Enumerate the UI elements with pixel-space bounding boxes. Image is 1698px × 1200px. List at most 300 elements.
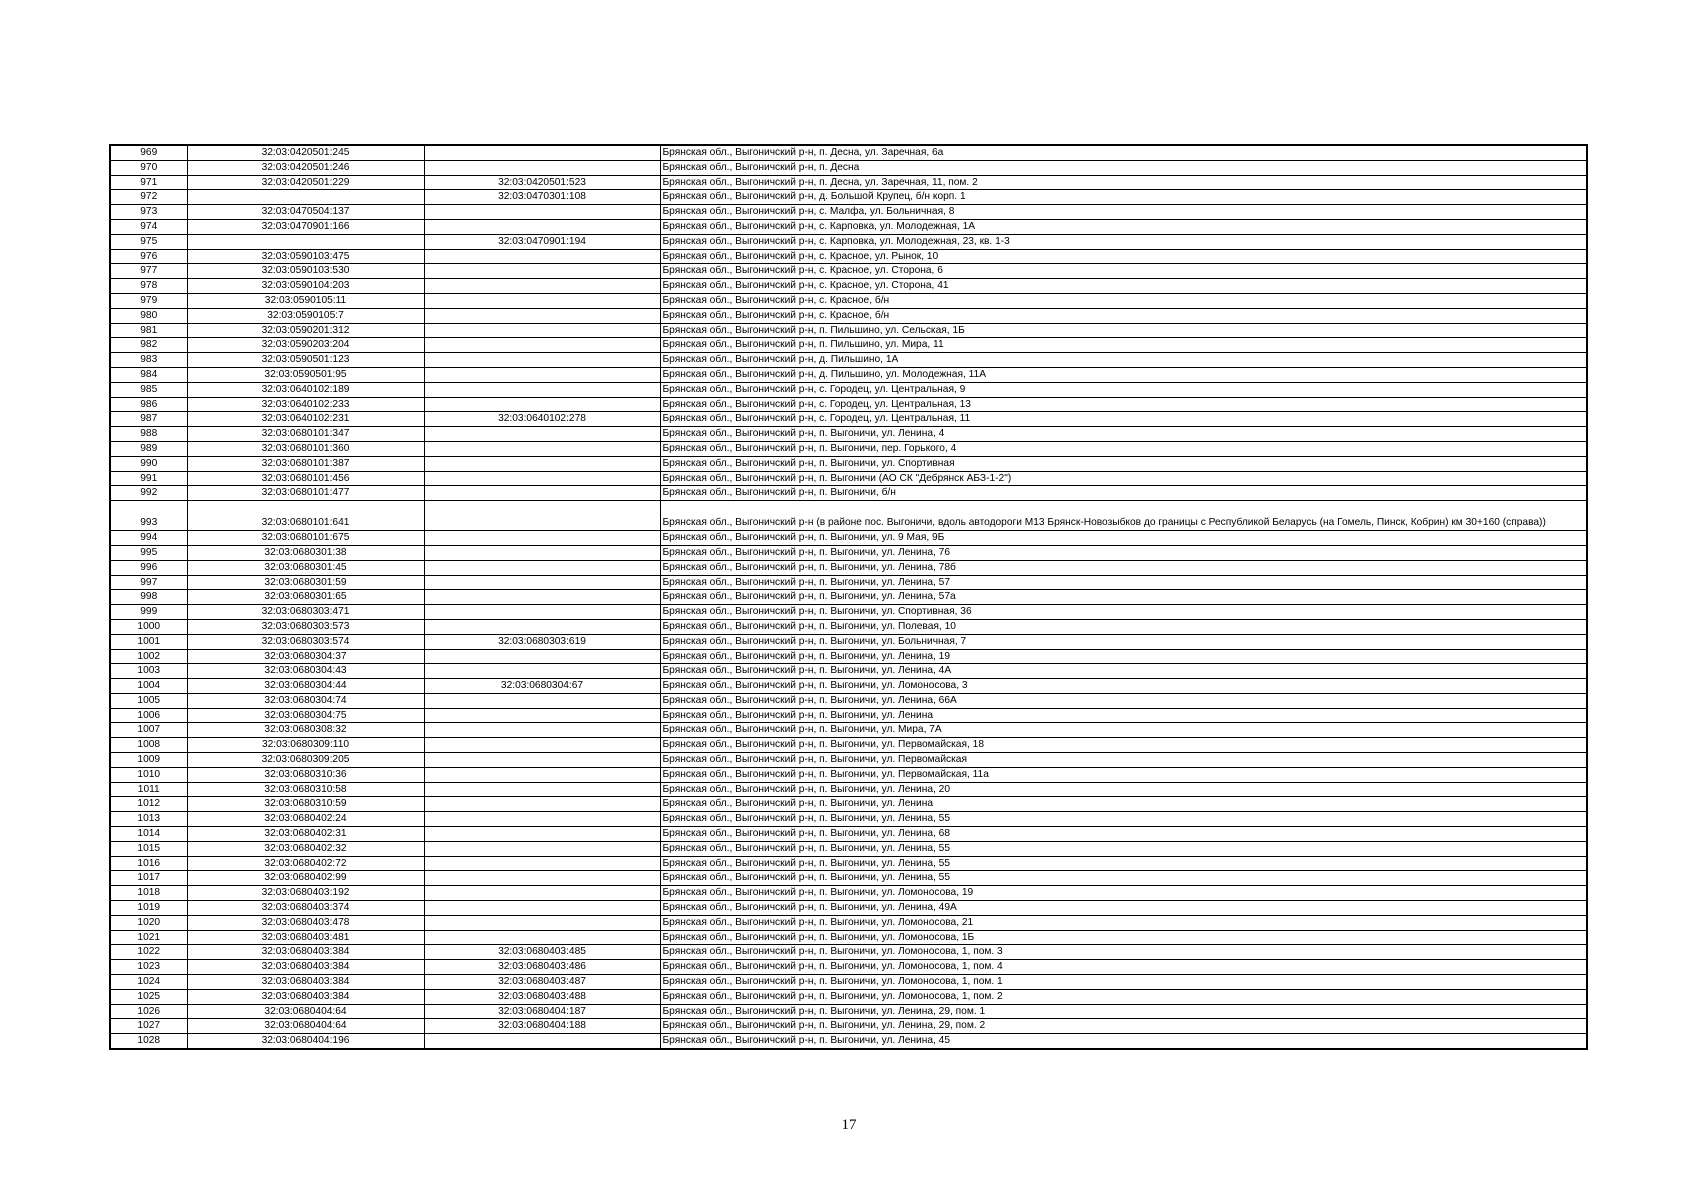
sub-object-number-cell [424, 382, 660, 397]
sub-object-number-cell: 32:03:0420501:523 [424, 175, 660, 190]
sub-object-number-cell: 32:03:0470301:108 [424, 190, 660, 205]
row-number-cell: 1014 [110, 827, 187, 842]
address-cell: Брянская обл., Выгоничский р-н, п. Выгоничи, ул. Полевая, 10 [660, 619, 1587, 634]
address-cell: Брянская обл., Выгоничский р-н, с. Малфа, ул. Больничная, 8 [660, 205, 1587, 220]
row-number-cell: 982 [110, 338, 187, 353]
row-number-cell: 969 [110, 145, 187, 160]
row-number-cell: 990 [110, 456, 187, 471]
cadastral-number-cell: 32:03:0590103:475 [187, 249, 424, 264]
row-number-cell: 975 [110, 234, 187, 249]
row-number-cell: 983 [110, 353, 187, 368]
cadastral-number-cell: 32:03:0680404:64 [187, 1019, 424, 1034]
address-cell: Брянская обл., Выгоничский р-н, п. Выгоничи, ул. Ленина, 78б [660, 560, 1587, 575]
table-row [110, 175, 1587, 190]
address-cell: Брянская обл., Выгоничский р-н, п. Выгоничи, ул. Ленина, 66А [660, 693, 1587, 708]
sub-object-number-cell [424, 456, 660, 471]
table-row [110, 797, 1587, 812]
table-row [110, 441, 1587, 456]
address-cell: Брянская обл., Выгоничский р-н, с. Красное, ул. Сторона, 6 [660, 264, 1587, 279]
table-row [110, 308, 1587, 323]
row-number-cell: 1025 [110, 989, 187, 1004]
address-cell: Брянская обл., Выгоничский р-н, п. Выгоничи, ул. Ленина, 57а [660, 590, 1587, 605]
row-number-cell: 991 [110, 471, 187, 486]
sub-object-number-cell [424, 723, 660, 738]
sub-object-number-cell [424, 1034, 660, 1049]
address-cell: Брянская обл., Выгоничский р-н, п. Выгоничи, ул. Спортивная [660, 456, 1587, 471]
cadastral-number-cell: 32:03:0420501:246 [187, 160, 424, 175]
sub-object-number-cell [424, 279, 660, 294]
table-row [110, 738, 1587, 753]
table-row [110, 856, 1587, 871]
cadastral-number-cell: 32:03:0680403:384 [187, 960, 424, 975]
sub-object-number-cell: 32:03:0640102:278 [424, 412, 660, 427]
sub-object-number-cell [424, 219, 660, 234]
table-row [110, 619, 1587, 634]
address-cell: Брянская обл., Выгоничский р-н, с. Городец, ул. Центральная, 9 [660, 382, 1587, 397]
table-row [110, 323, 1587, 338]
table-row [110, 841, 1587, 856]
row-number-cell: 986 [110, 397, 187, 412]
sub-object-number-cell [424, 797, 660, 812]
sub-object-number-cell [424, 782, 660, 797]
row-number-cell: 1015 [110, 841, 187, 856]
row-number-cell: 972 [110, 190, 187, 205]
sub-object-number-cell: 32:03:0680403:487 [424, 975, 660, 990]
address-cell: Брянская обл., Выгоничский р-н, п. Выгоничи, ул. Ленина, 4 [660, 427, 1587, 442]
row-number-cell: 1001 [110, 634, 187, 649]
table-row [110, 634, 1587, 649]
address-cell: Брянская обл., Выгоничский р-н, п. Выгоничи, ул. Ломоносова, 19 [660, 886, 1587, 901]
row-number-cell: 1024 [110, 975, 187, 990]
address-cell: Брянская обл., Выгоничский р-н (в районе пос. Выгоничи, вдоль автодороги М13 Брянск-Новозыбков до границы с Республикой Беларусь (на Гомель, Пинск, Кобрин) км 30+160 (справа)) [660, 501, 1587, 531]
address-cell: Брянская обл., Выгоничский р-н, п. Десна [660, 160, 1587, 175]
table-row [110, 249, 1587, 264]
cadastral-number-cell: 32:03:0680402:24 [187, 812, 424, 827]
row-number-cell: 989 [110, 441, 187, 456]
sub-object-number-cell: 32:03:0680403:488 [424, 989, 660, 1004]
table-row [110, 560, 1587, 575]
cadastral-number-cell [187, 190, 424, 205]
cadastral-number-cell: 32:03:0680301:45 [187, 560, 424, 575]
address-cell: Брянская обл., Выгоничский р-н, п. Выгоничи, ул. Ленина, 49А [660, 901, 1587, 916]
registry-table [109, 144, 1588, 1050]
row-number-cell: 1021 [110, 930, 187, 945]
sub-object-number-cell [424, 693, 660, 708]
table-row [110, 605, 1587, 620]
row-number-cell: 1028 [110, 1034, 187, 1049]
registry-table-body [110, 145, 1587, 1049]
cadastral-number-cell: 32:03:0680403:481 [187, 930, 424, 945]
sub-object-number-cell [424, 531, 660, 546]
cadastral-number-cell [187, 234, 424, 249]
sub-object-number-cell [424, 249, 660, 264]
sub-object-number-cell [424, 323, 660, 338]
row-number-cell: 1027 [110, 1019, 187, 1034]
table-row [110, 812, 1587, 827]
row-number-cell: 999 [110, 605, 187, 620]
address-cell: Брянская обл., Выгоничский р-н, п. Выгоничи, ул. Ломоносова, 1Б [660, 930, 1587, 945]
table-row [110, 723, 1587, 738]
address-cell: Брянская обл., Выгоничский р-н, п. Выгоничи, ул. Ломоносова, 3 [660, 679, 1587, 694]
cadastral-number-cell: 32:03:0680301:59 [187, 575, 424, 590]
address-cell: Брянская обл., Выгоничский р-н, п. Выгоничи, ул. Ленина, 19 [660, 649, 1587, 664]
table-row [110, 1004, 1587, 1019]
sub-object-number-cell [424, 738, 660, 753]
cadastral-number-cell: 32:03:0680301:38 [187, 545, 424, 560]
table-row [110, 486, 1587, 501]
cadastral-number-cell: 32:03:0680304:44 [187, 679, 424, 694]
cadastral-number-cell: 32:03:0680101:387 [187, 456, 424, 471]
cadastral-number-cell: 32:03:0420501:245 [187, 145, 424, 160]
sub-object-number-cell [424, 264, 660, 279]
address-cell: Брянская обл., Выгоничский р-н, п. Выгоничи, ул. Ломоносова, 21 [660, 915, 1587, 930]
sub-object-number-cell [424, 471, 660, 486]
cadastral-number-cell: 32:03:0680304:75 [187, 708, 424, 723]
cadastral-number-cell: 32:03:0590104:203 [187, 279, 424, 294]
row-number-cell: 1018 [110, 886, 187, 901]
table-row [110, 782, 1587, 797]
row-number-cell: 995 [110, 545, 187, 560]
table-row [110, 234, 1587, 249]
sub-object-number-cell: 32:03:0680403:486 [424, 960, 660, 975]
address-cell: Брянская обл., Выгоничский р-н, п. Выгоничи, ул. Больничная, 7 [660, 634, 1587, 649]
row-number-cell: 980 [110, 308, 187, 323]
row-number-cell: 1016 [110, 856, 187, 871]
sub-object-number-cell: 32:03:0680404:187 [424, 1004, 660, 1019]
address-cell: Брянская обл., Выгоничский р-н, п. Десна, ул. Заречная, 11, пом. 2 [660, 175, 1587, 190]
address-cell: Брянская обл., Выгоничский р-н, с. Карповка, ул. Молодежная, 23, кв. 1-3 [660, 234, 1587, 249]
table-row [110, 501, 1587, 531]
cadastral-number-cell: 32:03:0590103:530 [187, 264, 424, 279]
row-number-cell: 998 [110, 590, 187, 605]
address-cell: Брянская обл., Выгоничский р-н, с. Городец, ул. Центральная, 11 [660, 412, 1587, 427]
sub-object-number-cell [424, 353, 660, 368]
row-number-cell: 1019 [110, 901, 187, 916]
row-number-cell: 1004 [110, 679, 187, 694]
address-cell: Брянская обл., Выгоничский р-н, п. Выгоничи, ул. Ломоносова, 1, пом. 2 [660, 989, 1587, 1004]
address-cell: Брянская обл., Выгоничский р-н, п. Выгоничи, ул. Мира, 7А [660, 723, 1587, 738]
cadastral-number-cell: 32:03:0680403:384 [187, 945, 424, 960]
address-cell: Брянская обл., Выгоничский р-н, п. Выгоничи, ул. Ленина, 29, пом. 2 [660, 1019, 1587, 1034]
cadastral-number-cell: 32:03:0420501:229 [187, 175, 424, 190]
table-row [110, 575, 1587, 590]
table-row [110, 397, 1587, 412]
table-row [110, 293, 1587, 308]
table-row [110, 827, 1587, 842]
sub-object-number-cell [424, 160, 660, 175]
sub-object-number-cell [424, 871, 660, 886]
table-row [110, 679, 1587, 694]
cadastral-number-cell: 32:03:0640102:233 [187, 397, 424, 412]
cadastral-number-cell: 32:03:0590501:123 [187, 353, 424, 368]
table-row [110, 545, 1587, 560]
sub-object-number-cell: 32:03:0470901:194 [424, 234, 660, 249]
row-number-cell: 984 [110, 367, 187, 382]
cadastral-number-cell: 32:03:0680101:675 [187, 531, 424, 546]
table-row [110, 279, 1587, 294]
row-number-cell: 994 [110, 531, 187, 546]
sub-object-number-cell: 32:03:0680404:188 [424, 1019, 660, 1034]
cadastral-number-cell: 32:03:0680101:360 [187, 441, 424, 456]
cadastral-number-cell: 32:03:0680308:32 [187, 723, 424, 738]
cadastral-number-cell: 32:03:0680402:32 [187, 841, 424, 856]
row-number-cell: 979 [110, 293, 187, 308]
cadastral-number-cell: 32:03:0680101:456 [187, 471, 424, 486]
cadastral-number-cell: 32:03:0680101:477 [187, 486, 424, 501]
sub-object-number-cell [424, 501, 660, 531]
table-row [110, 353, 1587, 368]
cadastral-number-cell: 32:03:0680101:347 [187, 427, 424, 442]
address-cell: Брянская обл., Выгоничский р-н, с. Красное, б/н [660, 308, 1587, 323]
sub-object-number-cell [424, 856, 660, 871]
row-number-cell: 997 [110, 575, 187, 590]
address-cell: Брянская обл., Выгоничский р-н, п. Выгоничи, ул. Ленина [660, 797, 1587, 812]
address-cell: Брянская обл., Выгоничский р-н, п. Выгоничи, ул. Ломоносова, 1, пом. 3 [660, 945, 1587, 960]
sub-object-number-cell [424, 619, 660, 634]
table-row [110, 145, 1587, 160]
row-number-cell: 1017 [110, 871, 187, 886]
table-row [110, 427, 1587, 442]
page-number: 17 [841, 1117, 857, 1133]
sub-object-number-cell [424, 915, 660, 930]
cadastral-number-cell: 32:03:0680303:573 [187, 619, 424, 634]
row-number-cell: 976 [110, 249, 187, 264]
cadastral-number-cell: 32:03:0680403:192 [187, 886, 424, 901]
sub-object-number-cell [424, 145, 660, 160]
sub-object-number-cell [424, 397, 660, 412]
cadastral-number-cell: 32:03:0640102:231 [187, 412, 424, 427]
row-number-cell: 1011 [110, 782, 187, 797]
row-number-cell: 1006 [110, 708, 187, 723]
table-row [110, 975, 1587, 990]
row-number-cell: 1003 [110, 664, 187, 679]
sub-object-number-cell [424, 590, 660, 605]
table-row [110, 205, 1587, 220]
sub-object-number-cell [424, 486, 660, 501]
cadastral-number-cell: 32:03:0680404:196 [187, 1034, 424, 1049]
table-row [110, 456, 1587, 471]
address-cell: Брянская обл., Выгоничский р-н, с. Красное, б/н [660, 293, 1587, 308]
sub-object-number-cell [424, 367, 660, 382]
cadastral-number-cell: 32:03:0680304:37 [187, 649, 424, 664]
sub-object-number-cell [424, 605, 660, 620]
row-number-cell: 981 [110, 323, 187, 338]
table-row [110, 412, 1587, 427]
address-cell: Брянская обл., Выгоничский р-н, п. Десна, ул. Заречная, 6а [660, 145, 1587, 160]
table-row [110, 160, 1587, 175]
address-cell: Брянская обл., Выгоничский р-н, с. Красное, ул. Рынок, 10 [660, 249, 1587, 264]
table-row [110, 338, 1587, 353]
cadastral-number-cell: 32:03:0590201:312 [187, 323, 424, 338]
cadastral-number-cell: 32:03:0680101:641 [187, 501, 424, 531]
sub-object-number-cell [424, 664, 660, 679]
cadastral-number-cell: 32:03:0590105:11 [187, 293, 424, 308]
table-row [110, 945, 1587, 960]
table-row [110, 367, 1587, 382]
row-number-cell: 1007 [110, 723, 187, 738]
address-cell: Брянская обл., Выгоничский р-н, п. Выгоничи, ул. Ленина, 68 [660, 827, 1587, 842]
cadastral-number-cell: 32:03:0680404:64 [187, 1004, 424, 1019]
cadastral-number-cell: 32:03:0680403:374 [187, 901, 424, 916]
row-number-cell: 1022 [110, 945, 187, 960]
address-cell: Брянская обл., Выгоничский р-н, с. Красное, ул. Сторона, 41 [660, 279, 1587, 294]
cadastral-number-cell: 32:03:0680310:36 [187, 767, 424, 782]
table-row [110, 264, 1587, 279]
address-cell: Брянская обл., Выгоничский р-н, п. Выгоничи, ул. Ленина, 45 [660, 1034, 1587, 1049]
address-cell: Брянская обл., Выгоничский р-н, п. Выгоничи, ул. Ленина, 55 [660, 841, 1587, 856]
address-cell: Брянская обл., Выгоничский р-н, п. Выгоничи, ул. Спортивная, 36 [660, 605, 1587, 620]
address-cell: Брянская обл., Выгоничский р-н, п. Выгоничи, ул. 9 Мая, 9Б [660, 531, 1587, 546]
sub-object-number-cell [424, 338, 660, 353]
row-number-cell: 971 [110, 175, 187, 190]
sub-object-number-cell [424, 841, 660, 856]
sub-object-number-cell [424, 708, 660, 723]
sub-object-number-cell [424, 308, 660, 323]
row-number-cell: 1005 [110, 693, 187, 708]
table-row [110, 219, 1587, 234]
row-number-cell: 1009 [110, 753, 187, 768]
cadastral-number-cell: 32:03:0680402:99 [187, 871, 424, 886]
address-cell: Брянская обл., Выгоничский р-н, п. Выгоничи, пер. Горького, 4 [660, 441, 1587, 456]
address-cell: Брянская обл., Выгоничский р-н, п. Выгоничи (АО СК "Дебрянск АБЗ-1-2") [660, 471, 1587, 486]
row-number-cell: 993 [110, 501, 187, 531]
row-number-cell: 978 [110, 279, 187, 294]
table-row [110, 649, 1587, 664]
cadastral-number-cell: 32:03:0680402:31 [187, 827, 424, 842]
row-number-cell: 987 [110, 412, 187, 427]
address-cell: Брянская обл., Выгоничский р-н, п. Выгоничи, ул. Ленина, 55 [660, 871, 1587, 886]
address-cell: Брянская обл., Выгоничский р-н, д. Пильшино, 1А [660, 353, 1587, 368]
row-number-cell: 974 [110, 219, 187, 234]
address-cell: Брянская обл., Выгоничский р-н, п. Выгоничи, ул. Ленина, 4А [660, 664, 1587, 679]
row-number-cell: 996 [110, 560, 187, 575]
sub-object-number-cell [424, 886, 660, 901]
row-number-cell: 1023 [110, 960, 187, 975]
sub-object-number-cell [424, 753, 660, 768]
row-number-cell: 1020 [110, 915, 187, 930]
row-number-cell: 973 [110, 205, 187, 220]
row-number-cell: 1002 [110, 649, 187, 664]
table-row [110, 1019, 1587, 1034]
row-number-cell: 1010 [110, 767, 187, 782]
address-cell: Брянская обл., Выгоничский р-н, п. Выгоничи, ул. Ленина, 20 [660, 782, 1587, 797]
row-number-cell: 970 [110, 160, 187, 175]
cadastral-number-cell: 32:03:0680403:384 [187, 975, 424, 990]
row-number-cell: 977 [110, 264, 187, 279]
table-row [110, 693, 1587, 708]
cadastral-number-cell: 32:03:0680403:478 [187, 915, 424, 930]
address-cell: Брянская обл., Выгоничский р-н, с. Карповка, ул. Молодежная, 1А [660, 219, 1587, 234]
table-row [110, 471, 1587, 486]
row-number-cell: 1000 [110, 619, 187, 634]
address-cell: Брянская обл., Выгоничский р-н, п. Пильшино, ул. Мира, 11 [660, 338, 1587, 353]
address-cell: Брянская обл., Выгоничский р-н, п. Выгоничи, ул. Ленина [660, 708, 1587, 723]
cadastral-number-cell: 32:03:0680309:205 [187, 753, 424, 768]
table-row [110, 989, 1587, 1004]
sub-object-number-cell [424, 767, 660, 782]
cadastral-number-cell: 32:03:0680403:384 [187, 989, 424, 1004]
address-cell: Брянская обл., Выгоничский р-н, д. Большой Крупец, б/н корп. 1 [660, 190, 1587, 205]
address-cell: Брянская обл., Выгоничский р-н, д. Пильшино, ул. Молодежная, 11А [660, 367, 1587, 382]
cadastral-number-cell: 32:03:0680303:574 [187, 634, 424, 649]
sub-object-number-cell [424, 827, 660, 842]
cadastral-number-cell: 32:03:0680301:65 [187, 590, 424, 605]
address-cell: Брянская обл., Выгоничский р-н, с. Городец, ул. Центральная, 13 [660, 397, 1587, 412]
cadastral-number-cell: 32:03:0640102:189 [187, 382, 424, 397]
table-row [110, 960, 1587, 975]
cadastral-number-cell: 32:03:0680304:43 [187, 664, 424, 679]
sub-object-number-cell [424, 930, 660, 945]
cadastral-number-cell: 32:03:0590203:204 [187, 338, 424, 353]
table-row [110, 871, 1587, 886]
table-row [110, 664, 1587, 679]
address-cell: Брянская обл., Выгоничский р-н, п. Выгоничи, ул. Ленина, 29, пом. 1 [660, 1004, 1587, 1019]
address-cell: Брянская обл., Выгоничский р-н, п. Выгоничи, ул. Ленина, 55 [660, 812, 1587, 827]
table-row [110, 590, 1587, 605]
cadastral-number-cell: 32:03:0680310:59 [187, 797, 424, 812]
sub-object-number-cell: 32:03:0680304:67 [424, 679, 660, 694]
cadastral-number-cell: 32:03:0470504:137 [187, 205, 424, 220]
row-number-cell: 985 [110, 382, 187, 397]
row-number-cell: 1012 [110, 797, 187, 812]
row-number-cell: 988 [110, 427, 187, 442]
sub-object-number-cell [424, 901, 660, 916]
cadastral-number-cell: 32:03:0590105:7 [187, 308, 424, 323]
address-cell: Брянская обл., Выгоничский р-н, п. Выгоничи, ул. Ломоносова, 1, пом. 1 [660, 975, 1587, 990]
sub-object-number-cell [424, 441, 660, 456]
cadastral-number-cell: 32:03:0680304:74 [187, 693, 424, 708]
address-cell: Брянская обл., Выгоничский р-н, п. Выгоничи, ул. Первомайская, 18 [660, 738, 1587, 753]
table-row [110, 531, 1587, 546]
address-cell: Брянская обл., Выгоничский р-н, п. Выгоничи, ул. Ленина, 76 [660, 545, 1587, 560]
table-row [110, 767, 1587, 782]
sub-object-number-cell: 32:03:0680403:485 [424, 945, 660, 960]
row-number-cell: 1013 [110, 812, 187, 827]
sub-object-number-cell [424, 649, 660, 664]
sub-object-number-cell: 32:03:0680303:619 [424, 634, 660, 649]
table-row [110, 753, 1587, 768]
table-row [110, 190, 1587, 205]
cadastral-number-cell: 32:03:0680303:471 [187, 605, 424, 620]
address-cell: Брянская обл., Выгоничский р-н, п. Выгоничи, ул. Первомайская, 11а [660, 767, 1587, 782]
cadastral-number-cell: 32:03:0470901:166 [187, 219, 424, 234]
table-row [110, 708, 1587, 723]
sub-object-number-cell [424, 205, 660, 220]
table-row [110, 901, 1587, 916]
sub-object-number-cell [424, 545, 660, 560]
cadastral-number-cell: 32:03:0680309:110 [187, 738, 424, 753]
sub-object-number-cell [424, 560, 660, 575]
row-number-cell: 1026 [110, 1004, 187, 1019]
address-cell: Брянская обл., Выгоничский р-н, п. Выгоничи, ул. Ленина, 55 [660, 856, 1587, 871]
table-row [110, 382, 1587, 397]
cadastral-number-cell: 32:03:0680402:72 [187, 856, 424, 871]
address-cell: Брянская обл., Выгоничский р-н, п. Выгоничи, ул. Первомайская [660, 753, 1587, 768]
sub-object-number-cell [424, 575, 660, 590]
sub-object-number-cell [424, 812, 660, 827]
table-row [110, 886, 1587, 901]
row-number-cell: 1008 [110, 738, 187, 753]
table-row [110, 915, 1587, 930]
row-number-cell: 992 [110, 486, 187, 501]
address-cell: Брянская обл., Выгоничский р-н, п. Выгоничи, б/н [660, 486, 1587, 501]
cadastral-number-cell: 32:03:0680310:58 [187, 782, 424, 797]
address-cell: Брянская обл., Выгоничский р-н, п. Выгоничи, ул. Ломоносова, 1, пом. 4 [660, 960, 1587, 975]
sub-object-number-cell [424, 293, 660, 308]
address-cell: Брянская обл., Выгоничский р-н, п. Выгоничи, ул. Ленина, 57 [660, 575, 1587, 590]
address-cell: Брянская обл., Выгоничский р-н, п. Пильшино, ул. Сельская, 1Б [660, 323, 1587, 338]
table-row [110, 1034, 1587, 1049]
